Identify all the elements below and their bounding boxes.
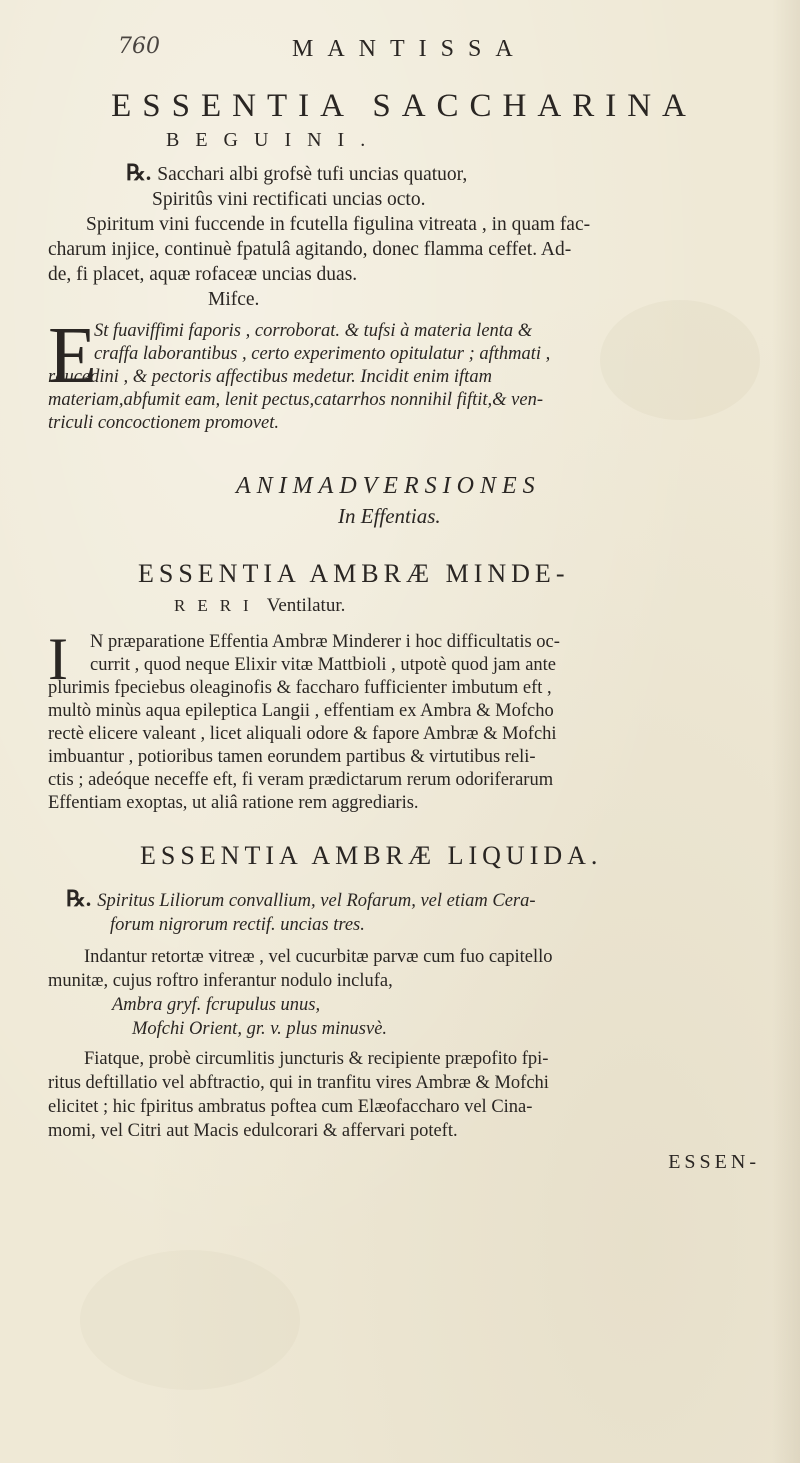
paragraph-minderi bbox=[48, 626, 760, 815]
recipe-symbol: ℞. bbox=[126, 160, 152, 185]
heading-essentia-ambrae-liquida: ESSENTIA AMBRÆ LIQUIDA. bbox=[140, 841, 603, 870]
heading-continuation bbox=[174, 595, 760, 617]
note-line: St fuaviffimi faporis , corroborat. & tufsi à materia lenta & bbox=[94, 321, 533, 341]
drop-cap: I bbox=[48, 626, 68, 692]
instruction-line: Fiatque, probè circumlitis juncturis & recipiente præpofito fpi- bbox=[84, 1049, 549, 1069]
heading-continuation-text: RERI bbox=[174, 596, 261, 615]
heading-tail: Ventilatur. bbox=[266, 595, 346, 616]
instruction-line: munitæ, cujus roftro inferantur nodulo inclufa, bbox=[48, 971, 393, 991]
paragraph-line: ctis ; adeóque neceffe eft, fi veram prædictarum rerum odoriferarum bbox=[48, 770, 554, 790]
running-title: MANTISSA bbox=[292, 36, 527, 62]
instruction-line: Indantur retortæ vitreæ , vel cucurbitæ parvæ cum fuo capitello bbox=[84, 947, 553, 967]
paragraph-line: N præparatione Effentia Ambræ Minderer i hoc difficultatis oc- bbox=[90, 632, 560, 652]
instruction-line: elicitet ; hic fpiritus ambratus poftea cum Elæofaccharo vel Cina- bbox=[48, 1097, 533, 1117]
recipe-line: ℞. Spiritus Liliorum convallium, vel Rofarum, vel etiam Cera- bbox=[66, 886, 536, 911]
instruction-line: momi, vel Citri aut Macis edulcorari & affervari poteft. bbox=[48, 1121, 458, 1141]
misce-line: Mifce. bbox=[208, 289, 260, 310]
instruction-line: charum injice, continuè fpatulâ agitando, donec flamma ceffet. Ad- bbox=[48, 239, 572, 260]
paragraph-line: currit , quod neque Elixir vitæ Mattbioli , utpotè quod jam ante bbox=[90, 655, 557, 675]
paragraph-line: imbuantur , potioribus tamen eorundem partibus & virtutibus reli- bbox=[48, 747, 536, 767]
ingredient-line: Ambra gryf. fcrupulus unus, bbox=[112, 995, 321, 1015]
page-edge-shadow bbox=[772, 0, 800, 1463]
note-line: triculi concoctionem promovet. bbox=[48, 413, 280, 433]
note-line: raucedini , & pectoris affectibus medetur. Incidit enim iftam bbox=[48, 367, 492, 387]
paragraph-line: Effentiam exoptas, ut aliâ ratione rem aggrediaris. bbox=[48, 793, 419, 813]
page-content bbox=[48, 30, 760, 1183]
note-saccharina bbox=[48, 312, 760, 435]
page-number: 760 bbox=[118, 34, 160, 59]
instruction-line: de, fi placet, aquæ rofaceæ uncias duas. bbox=[48, 264, 358, 285]
catchword: ESSEN- bbox=[668, 1151, 760, 1173]
recipe-saccharina bbox=[48, 160, 760, 312]
catchword-row bbox=[48, 1143, 760, 1183]
running-header bbox=[48, 30, 760, 76]
recipe-line: ℞. Sacchari albi grofsè tufi uncias quatuor, bbox=[126, 160, 468, 185]
heading-animadversiones: ANIMADVERSIONES bbox=[236, 473, 541, 499]
instruction-line: Spiritum vini fuccende in fcutella figulina vitreata , in quam fac- bbox=[86, 214, 591, 235]
note-line: craffa laborantibus , certo experimento opitulatur ; afthmati , bbox=[94, 344, 551, 364]
paragraph-line: multò minùs aqua epileptica Langii , effentiam ex Ambra & Mofcho bbox=[48, 701, 554, 721]
author-beguini: BEGUINI. bbox=[166, 129, 382, 151]
paper-stain bbox=[80, 1250, 300, 1390]
heading-essentia-saccharina: ESSENTIA SACCHARINA bbox=[111, 88, 697, 124]
recipe-liquida bbox=[48, 887, 760, 1143]
heading-essentia-ambrae-minderi: ESSENTIA AMBRÆ MINDE- bbox=[138, 559, 570, 588]
drop-cap: E bbox=[48, 312, 97, 400]
paragraph-line: rectè elicere valeant , licet aliquali odore & fapore Ambræ & Mofchi bbox=[48, 724, 557, 744]
paragraph-line: plurimis fpeciebus oleaginofis & faccharo fufficienter imbutum eft , bbox=[48, 678, 552, 698]
note-line: materiam,abfumit eam, lenit pectus,catarrhos nonnihil fiftit,& ven- bbox=[48, 390, 544, 410]
recipe-line: Spiritûs vini rectificati uncias octo. bbox=[152, 189, 426, 210]
recipe-line: forum nigrorum rectif. uncias tres. bbox=[110, 915, 365, 935]
subheading-in-essentias: In Effentias. bbox=[338, 504, 441, 528]
instruction-line: ritus deftillatio vel abftractio, qui in tranfitu vires Ambræ & Mofchi bbox=[48, 1073, 549, 1093]
ingredient-line: Mofchi Orient, gr. v. plus minusvè. bbox=[132, 1019, 388, 1039]
recipe-symbol: ℞. bbox=[66, 886, 92, 911]
